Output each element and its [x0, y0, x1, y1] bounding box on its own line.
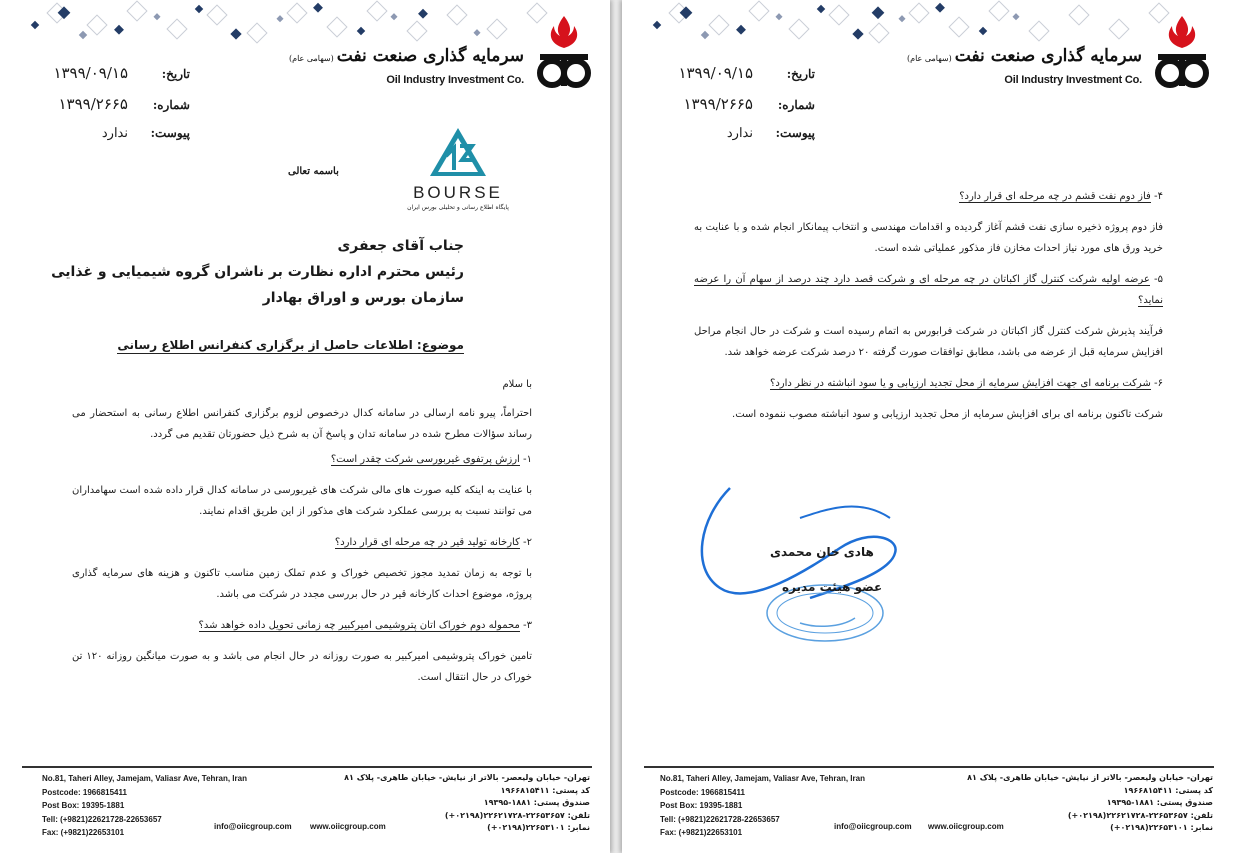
company-name-en: Oil Industry Investment Co.: [1004, 74, 1142, 86]
company-name-en: Oil Industry Investment Co.: [386, 74, 524, 86]
answer-5: فرآیند پذیرش شرکت کنترل گاز اکباتان در شرکت فرابورس به اتمام رسیده است و شرکت در حال انجام مراحل افزایش سرمایه قبل از عرضه می باشد، مطابق توافقات صورت گرفته ۲۰ درصد شرکت عرضه خواهد شد.: [694, 326, 1163, 358]
date-value: ۱۳۹۹/۰۹/۱۵: [53, 64, 128, 82]
footer-divider: [644, 766, 1214, 768]
date-label: تاریخ:: [786, 67, 815, 81]
company-logo: [289, 14, 596, 94]
footer-address-fa: تهران- خیابان ولیعصر- بالاتر از نیایش- خیابان طاهری- پلاک ۸۱ کد پستی: ۱۹۶۶۸۱۵۴۱۱ صندوق پستی: ۱۸۸۱-۱۹۳۹۵ تلفن: ۲۲۶۵۳۶۵۷-۲۲۶۲۱۷۲۸(۰۲۱۹۸+) نمابر: ۲۲۶۵۳۱۰۱(۰۲۱۹۸+): [967, 773, 1213, 832]
answer-4: فاز دوم پروژه ذخیره سازی نفت قشم آغاز گردیده و اقدامات مهندسی و انتخاب پیمانکار انجام شده و با عنایت به خرید ورق های مورد نیاز احداث مخازن فاز مذکور عملیاتی شده است.: [694, 222, 1163, 254]
answer-1: با عنایت به اینکه کلیه صورت های مالی شرکت های غیربورسی در سامانه کدال قرار داده شده است سهامداران می توانند نسبت به بررسی عملکرد شرکت های مذکور از این طریق اقدام نمایند.: [72, 485, 532, 517]
footer-email[interactable]: info@oiicgroup.com: [214, 822, 292, 831]
subject-label: موضوع:: [416, 338, 464, 352]
letter-page-2: [622, 0, 1235, 853]
subject-line: [117, 338, 464, 352]
company-name-fa: سرمایه گذاری صنعت نفت(سهامی عام): [289, 46, 524, 66]
answer-3: تامین خوراک پتروشیمی امیرکبیر به صورت روزانه در حال انجام می باشد و به صورت میانگین روزانه ۱۲۰ تن خوراک در حال انتقال است.: [72, 651, 533, 683]
number-value: ۱۳۹۹/۲۶۶۵: [58, 95, 128, 113]
signature-stamp-icon: [690, 478, 930, 648]
attachment-label: پیوست:: [775, 126, 815, 140]
subject-text: اطلاعات حاصل از برگزاری کنفرانس اطلاع رسانی: [117, 338, 413, 352]
letter-meta: [678, 64, 815, 157]
signer-title: عضو هیئت مدیره: [782, 580, 883, 594]
basmala: باسمه تعالی: [288, 166, 339, 177]
date-label: تاریخ:: [161, 67, 190, 81]
footer-address-fa: تهران- خیابان ولیعصر- بالاتر از نیایش- خیابان طاهری- پلاک ۸۱ کد پستی: ۱۹۶۶۸۱۵۴۱۱ صندوق پستی: ۱۸۸۱-۱۹۳۹۵ تلفن: ۲۲۶۵۳۶۵۷-۲۲۶۲۱۷۲۸(۰۲۱۹۸+) نمابر: ۲۲۶۵۳۱۰۱(۰۲۱۹۸+): [344, 773, 590, 832]
letter-body-right: [694, 186, 1163, 425]
bourse-triangle-icon: [428, 126, 488, 178]
attachment-value: ندارد: [101, 126, 128, 141]
footer-address-en: No.81, Taheri Alley, Jamejam, Valiasr Ave, Tehran, Iran Postcode: 1966815411 Post Box: 19395-1881 Tell: (+9821)22621728-22653657 Fax: (+9821)22653101: [660, 774, 865, 837]
signer-name: هادی خان محمدی: [770, 545, 874, 559]
footer-divider: [22, 766, 592, 768]
footer-email[interactable]: info@oiicgroup.com: [834, 822, 912, 831]
date-value: ۱۳۹۹/۰۹/۱۵: [678, 64, 753, 82]
addressee-line: رئیس محترم اداره نظارت بر ناشران گروه شیمیایی و غذایی: [51, 264, 464, 280]
company-logo: [907, 14, 1214, 94]
question-2: ۲- کارخانه تولید قیر در چه مرحله ای قرار دارد؟: [334, 537, 532, 548]
question-6: ۶- شرکت برنامه ای جهت افزایش سرمایه از محل تجدید ارزیابی و یا سود انباشته در نظر دارد؟: [770, 378, 1163, 389]
number-label: شماره:: [152, 98, 190, 112]
number-value: ۱۳۹۹/۲۶۶۵: [683, 95, 753, 113]
question-3: ۳- محموله دوم خوراک اتان پتروشیمی امیرکبیر چه زمانی تحویل داده خواهد شد؟: [198, 620, 532, 631]
letter-meta: [53, 64, 190, 157]
addressee-line: جناب آقای جعفری: [337, 238, 464, 254]
number-label: شماره:: [777, 98, 815, 112]
footer-website[interactable]: www.oiicgroup.com: [310, 822, 386, 831]
greeting: با سلام: [502, 379, 532, 390]
question-1: ۱- ارزش پرتفوی غیربورسی شرکت چقدر است؟: [330, 454, 532, 465]
question-5: ۵- عرضه اولیه شرکت کنترل گاز اکباتان در چه مرحله ای و شرکت قصد دارد چند درصد از سهام آن را عرضه نماید؟: [694, 274, 1163, 306]
letter-page-1: [0, 0, 610, 853]
question-4: ۴- فاز دوم نفت قشم در چه مرحله ای قرار دارد؟: [959, 191, 1163, 202]
bourse-wordmark: BOURSE: [413, 183, 503, 202]
intro-paragraph: احتراماً، پیرو نامه ارسالی در سامانه کدال درخصوص لزوم برگزاری کنفرانس اطلاع رسانی به استحضار می رساند سؤالات مطرح شده در سامانه تدان و پاسخ آن به شرح ذیل حضورتان تقدیم می گردد.: [72, 408, 532, 440]
letter-body-left: [72, 374, 532, 688]
flame-logo-icon: [1150, 14, 1214, 90]
attachment-label: پیوست:: [150, 126, 190, 140]
attachment-value: ندارد: [726, 126, 753, 141]
addressee-line: سازمان بورس و اوراق بهادار: [262, 290, 464, 306]
addressee-block: [51, 233, 464, 311]
footer-website[interactable]: www.oiicgroup.com: [928, 822, 1004, 831]
flame-logo-icon: [532, 14, 596, 90]
company-name-fa: سرمایه گذاری صنعت نفت(سهامی عام): [907, 46, 1142, 66]
bourse-logo: [405, 126, 511, 211]
answer-6: شرکت تاکنون برنامه ای برای افزایش سرمایه از محل تجدید ارزیابی و سود انباشته مصوب ننموده است.: [732, 409, 1163, 420]
footer-address-en: No.81, Taheri Alley, Jamejam, Valiasr Ave, Tehran, Iran Postcode: 1966815411 Post Box: 19395-1881 Tell: (+9821)22621728-22653657 Fax: (+9821)22653101: [42, 774, 247, 837]
answer-2: با توجه به زمان تمدید مجوز تخصیص خوراک و عدم تملک زمین مناسب تاکنون و هزینه های سرمایه گذاری پروژه، موضوع احداث کارخانه قیر در حال بررسی مجدد در شرکت می باشد.: [72, 568, 532, 600]
bourse-subtitle: پایگاه اطلاع رسانی و تحلیلی بورس ایران: [407, 204, 509, 211]
